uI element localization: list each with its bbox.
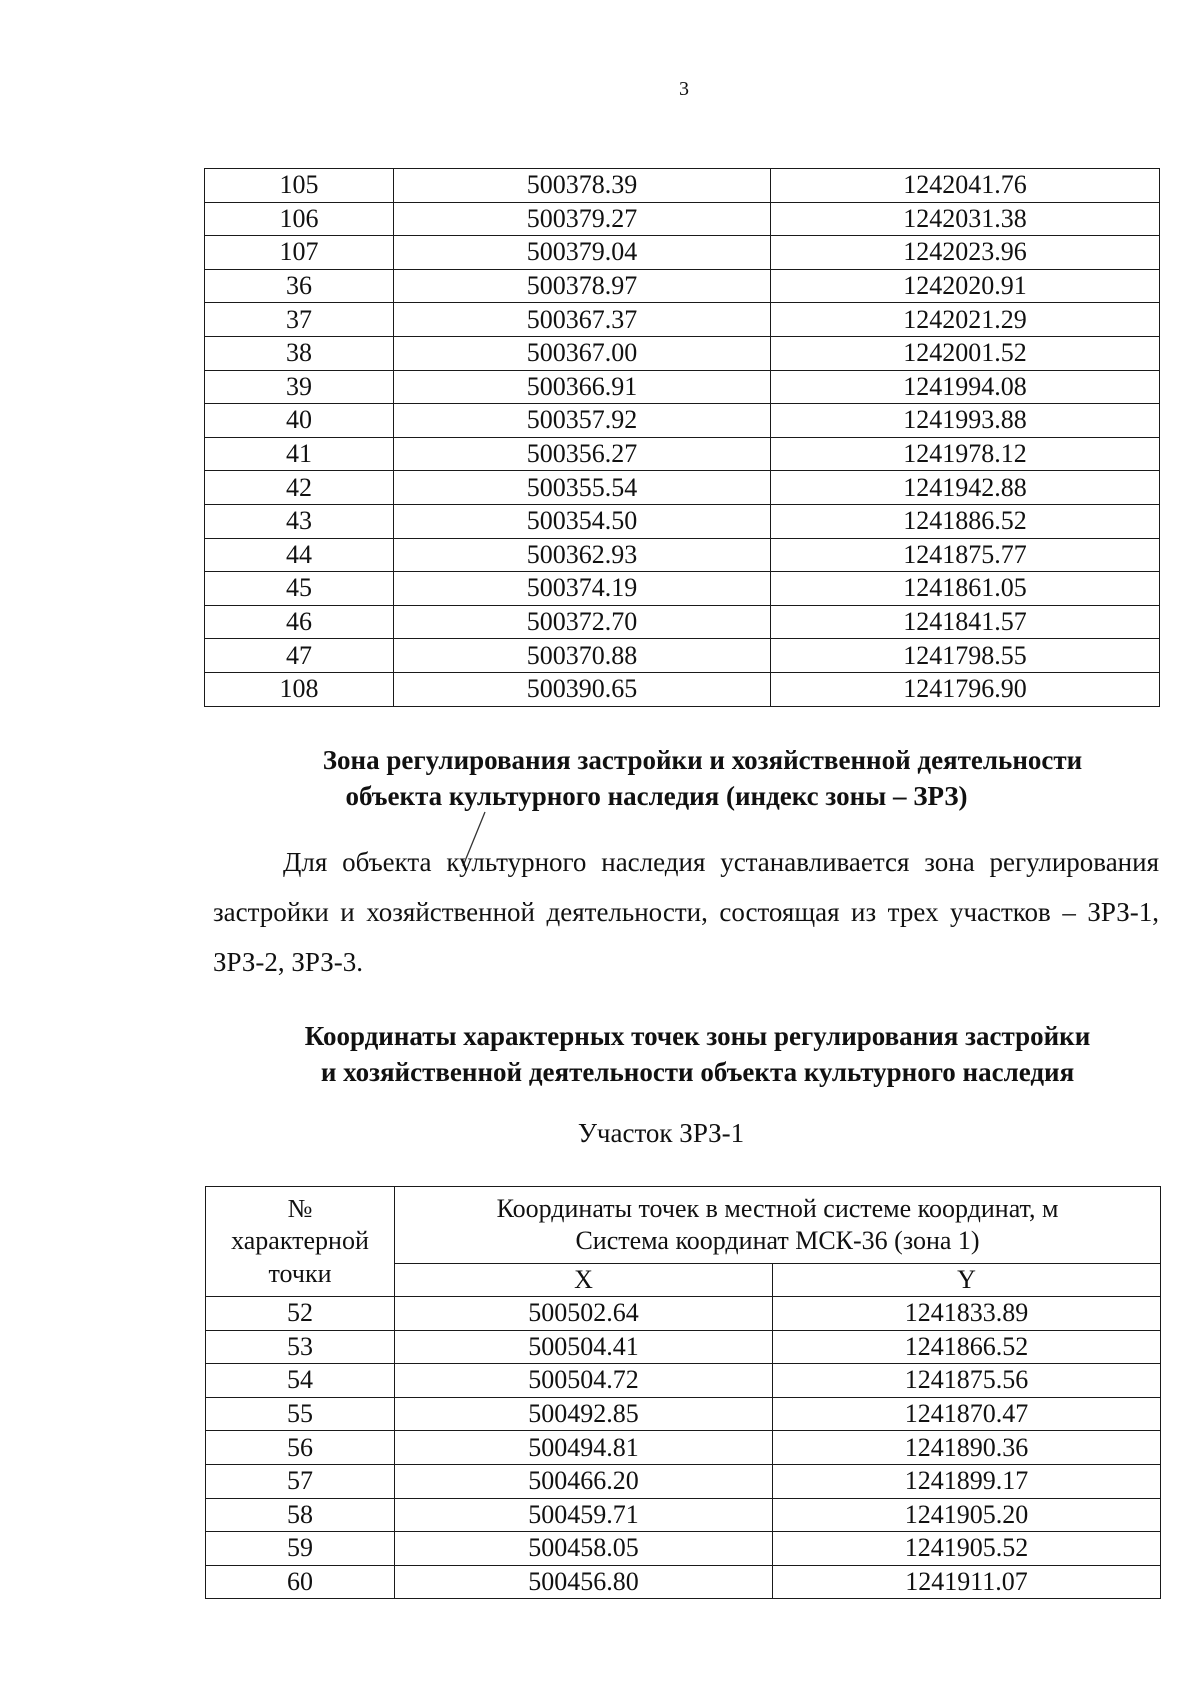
x-coordinate-cell: 500378.39 xyxy=(394,169,771,203)
table-row xyxy=(206,1397,1161,1431)
point-number-cell: 42 xyxy=(205,471,394,505)
y-coordinate-cell: 1241841.57 xyxy=(771,605,1160,639)
point-number-cell: 60 xyxy=(206,1565,395,1599)
table-row xyxy=(205,605,1160,639)
point-number-cell: 56 xyxy=(206,1431,395,1465)
point-number-cell: 36 xyxy=(205,269,394,303)
point-number-cell: 40 xyxy=(205,404,394,438)
zone-description: Для объекта культурного наследия устанавливается зона регулирования застройки и хозяйственной деятельности, состоящая из трех участков – ЗРЗ-1, ЗРЗ-2, ЗРЗ-3. xyxy=(213,847,1159,977)
x-coordinate-cell: 500494.81 xyxy=(395,1431,773,1465)
coordinates-heading-line1: Координаты характерных точек зоны регулирования застройки xyxy=(304,1021,1091,1051)
table-row xyxy=(205,202,1160,236)
x-coordinate-cell: 500504.41 xyxy=(395,1330,773,1364)
y-coordinate-cell: 1241905.52 xyxy=(773,1532,1161,1566)
point-number-cell: 54 xyxy=(206,1364,395,1398)
y-coordinate-cell: 1242031.38 xyxy=(771,202,1160,236)
table-row xyxy=(205,538,1160,572)
y-coordinate-cell: 1241798.55 xyxy=(771,639,1160,673)
point-number-cell: 58 xyxy=(206,1498,395,1532)
coordinates-heading-line2: и хозяйственной деятельности объекта культурного наследия xyxy=(320,1057,1075,1087)
table-row xyxy=(205,303,1160,337)
y-coordinate-cell: 1241886.52 xyxy=(771,504,1160,538)
point-number-cell: 59 xyxy=(206,1532,395,1566)
point-number-cell: 46 xyxy=(205,605,394,639)
x-coordinate-cell: 500378.97 xyxy=(394,269,771,303)
table-row xyxy=(205,169,1160,203)
table-bottom-body xyxy=(206,1297,1161,1599)
table-row xyxy=(205,437,1160,471)
point-number-cell: 47 xyxy=(205,639,394,673)
y-coordinate-cell: 1241833.89 xyxy=(773,1297,1161,1331)
table-row xyxy=(206,1498,1161,1532)
x-coordinate-cell: 500354.50 xyxy=(394,504,771,538)
header-point-line1: № xyxy=(287,1193,313,1223)
y-coordinate-cell: 1241911.07 xyxy=(773,1565,1161,1599)
x-coordinate-cell: 500492.85 xyxy=(395,1397,773,1431)
y-coordinate-cell: 1241861.05 xyxy=(771,572,1160,606)
y-coordinate-cell: 1241994.08 xyxy=(771,370,1160,404)
y-coordinate-cell: 1241875.56 xyxy=(773,1364,1161,1398)
table-row xyxy=(205,404,1160,438)
x-coordinate-cell: 500379.27 xyxy=(394,202,771,236)
y-coordinate-cell: 1241899.17 xyxy=(773,1464,1161,1498)
y-coordinate-cell: 1241993.88 xyxy=(771,404,1160,438)
point-number-cell: 55 xyxy=(206,1397,395,1431)
x-coordinate-cell: 500367.00 xyxy=(394,336,771,370)
header-system-line1: Координаты точек в местной системе координат, м xyxy=(496,1193,1059,1223)
point-number-cell: 57 xyxy=(206,1464,395,1498)
section-subtitle: Участок ЗРЗ-1 xyxy=(577,1118,745,1148)
point-number-cell: 37 xyxy=(205,303,394,337)
point-number-cell: 38 xyxy=(205,336,394,370)
point-number-cell: 45 xyxy=(205,572,394,606)
table-row xyxy=(205,504,1160,538)
x-coordinate-cell: 500355.54 xyxy=(394,471,771,505)
page-number xyxy=(84,78,1200,101)
table-row xyxy=(205,672,1160,706)
zone-heading xyxy=(200,742,1165,814)
x-coordinate-cell: 500370.88 xyxy=(394,639,771,673)
table-row xyxy=(205,236,1160,270)
point-number-cell: 44 xyxy=(205,538,394,572)
point-number-cell: 39 xyxy=(205,370,394,404)
point-number-cell: 108 xyxy=(205,672,394,706)
table-row xyxy=(205,269,1160,303)
table-header-row xyxy=(206,1187,1161,1264)
header-coordinate-system xyxy=(395,1187,1161,1264)
header-point-number xyxy=(206,1187,395,1297)
x-coordinate-cell: 500372.70 xyxy=(394,605,771,639)
x-coordinate-cell: 500366.91 xyxy=(394,370,771,404)
point-number-cell: 53 xyxy=(206,1330,395,1364)
y-coordinate-cell: 1241870.47 xyxy=(773,1397,1161,1431)
y-coordinate-cell: 1242021.29 xyxy=(771,303,1160,337)
table-row xyxy=(206,1431,1161,1465)
header-point-line3: точки xyxy=(268,1258,332,1288)
table-row xyxy=(206,1565,1161,1599)
x-coordinate-cell: 500466.20 xyxy=(395,1464,773,1498)
x-coordinate-cell: 500367.37 xyxy=(394,303,771,337)
header-y: Y xyxy=(773,1264,1161,1297)
y-coordinate-cell: 1241905.20 xyxy=(773,1498,1161,1532)
x-coordinate-cell: 500459.71 xyxy=(395,1498,773,1532)
point-number-cell: 41 xyxy=(205,437,394,471)
y-coordinate-cell: 1241942.88 xyxy=(771,471,1160,505)
x-coordinate-cell: 500379.04 xyxy=(394,236,771,270)
y-coordinate-cell: 1242023.96 xyxy=(771,236,1160,270)
coordinates-heading xyxy=(215,1018,1180,1090)
x-coordinate-cell: 500502.64 xyxy=(395,1297,773,1331)
x-coordinate-cell: 500374.19 xyxy=(394,572,771,606)
x-coordinate-cell: 500357.92 xyxy=(394,404,771,438)
x-coordinate-cell: 500356.27 xyxy=(394,437,771,471)
point-number-cell: 43 xyxy=(205,504,394,538)
table-row xyxy=(206,1464,1161,1498)
x-coordinate-cell: 500456.80 xyxy=(395,1565,773,1599)
point-number-cell: 52 xyxy=(206,1297,395,1331)
point-number-cell: 106 xyxy=(205,202,394,236)
x-coordinate-cell: 500362.93 xyxy=(394,538,771,572)
x-coordinate-cell: 500390.65 xyxy=(394,672,771,706)
zone-heading-line2: объекта культурного наследия (индекс зоны – ЗРЗ) xyxy=(345,781,968,811)
table-row xyxy=(206,1364,1161,1398)
coordinates-table-continued xyxy=(204,168,1160,707)
y-coordinate-cell: 1242041.76 xyxy=(771,169,1160,203)
x-coordinate-cell: 500458.05 xyxy=(395,1532,773,1566)
y-coordinate-cell: 1242020.91 xyxy=(771,269,1160,303)
table-row xyxy=(206,1532,1161,1566)
table-row xyxy=(205,471,1160,505)
y-coordinate-cell: 1241866.52 xyxy=(773,1330,1161,1364)
table-row xyxy=(205,639,1160,673)
y-coordinate-cell: 1241978.12 xyxy=(771,437,1160,471)
y-coordinate-cell: 1242001.52 xyxy=(771,336,1160,370)
zone-heading-line1: Зона регулирования застройки и хозяйственной деятельности xyxy=(322,745,1083,775)
header-system-line2: Система координат МСК-36 (зона 1) xyxy=(575,1226,980,1255)
x-coordinate-cell: 500504.72 xyxy=(395,1364,773,1398)
coordinates-table-zrz1 xyxy=(205,1186,1161,1599)
table-row xyxy=(205,336,1160,370)
table-top-body xyxy=(205,169,1160,707)
table-row xyxy=(205,370,1160,404)
y-coordinate-cell: 1241796.90 xyxy=(771,672,1160,706)
point-number-cell: 105 xyxy=(205,169,394,203)
header-point-line2: характерной xyxy=(231,1226,369,1256)
y-coordinate-cell: 1241890.36 xyxy=(773,1431,1161,1465)
table-row xyxy=(205,572,1160,606)
table-bottom-header xyxy=(206,1187,1161,1297)
table-row xyxy=(206,1297,1161,1331)
y-coordinate-cell: 1241875.77 xyxy=(771,538,1160,572)
table-row xyxy=(206,1330,1161,1364)
page-number-text: 3 xyxy=(679,78,689,100)
point-number-cell: 107 xyxy=(205,236,394,270)
header-x: X xyxy=(395,1264,773,1297)
